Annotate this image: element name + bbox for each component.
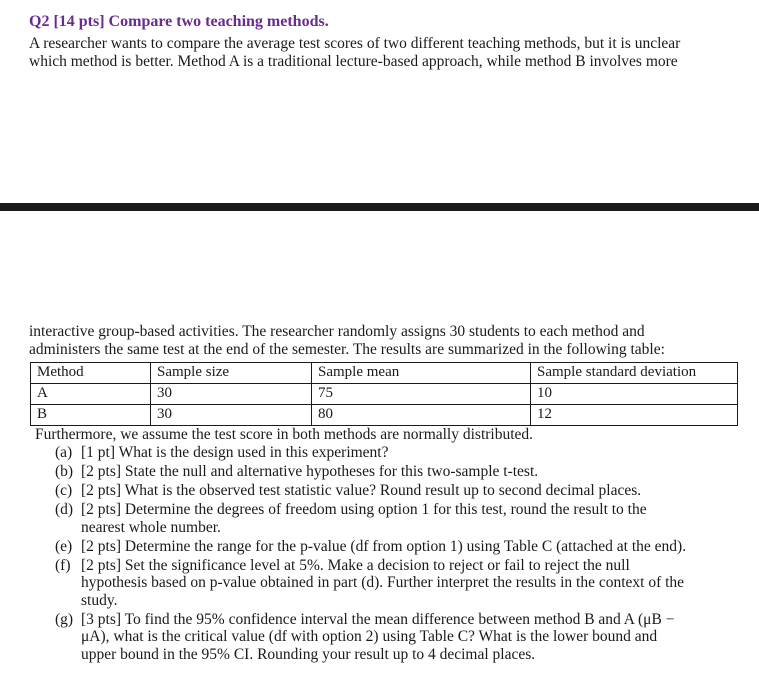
part-label: (c) xyxy=(55,482,73,499)
table-cell: A xyxy=(31,384,151,405)
table-cell: 30 xyxy=(151,384,312,405)
assumption-text: Furthermore, we assume the test score in both methods are normally distributed. xyxy=(35,426,534,443)
table-cell: 30 xyxy=(151,405,312,426)
table-cell: B xyxy=(31,405,151,426)
part-label: (g) xyxy=(55,610,74,628)
summary-table xyxy=(30,362,738,426)
table-cell: 75 xyxy=(312,384,531,405)
header-sample-size: Sample size xyxy=(151,363,312,384)
intro-paragraph xyxy=(29,35,741,70)
part-text: study. xyxy=(81,591,118,609)
table-cell: 10 xyxy=(531,384,738,405)
question-parts xyxy=(55,444,755,665)
part-text: μA), what is the critical value (df with option 2) using Table C? What is the lower bound and xyxy=(81,628,658,645)
table-cell: 12 xyxy=(531,405,738,426)
part-text: [2 pts] State the null and alternative hypotheses for this two-sample t-test. xyxy=(81,463,539,480)
part-label: (f) xyxy=(55,556,71,574)
part-a xyxy=(55,444,755,462)
part-text: hypothesis based on p-value obtained in part (d). Further interpret the results in the context of the xyxy=(81,574,685,591)
part-e xyxy=(55,538,755,556)
continued-paragraph xyxy=(29,323,749,358)
part-d xyxy=(55,501,755,536)
table-cell: 80 xyxy=(312,405,531,426)
part-text: [2 pts] Determine the range for the p-value (df from option 1) using Table C (attached at the end). xyxy=(81,537,687,555)
table-row xyxy=(31,405,738,426)
part-text: upper bound in the 95% CI. Rounding your result up to 4 decimal places. xyxy=(81,645,536,663)
table-row xyxy=(31,384,738,405)
part-label: (d) xyxy=(55,501,74,518)
intro-line: A researcher wants to compare the average test scores of two different teaching methods, but it is unclear xyxy=(29,35,681,52)
header-sample-sd: Sample standard deviation xyxy=(531,363,738,384)
part-label: (e) xyxy=(55,537,73,555)
part-label: (b) xyxy=(55,463,74,480)
part-f xyxy=(55,557,755,610)
continued-line: interactive group-based activities. The researcher randomly assigns 30 students to each method and xyxy=(29,323,645,340)
intro-line: which method is better. Method A is a traditional lecture-based approach, while method B involves more xyxy=(29,52,678,70)
part-text: [2 pts] Set the significance level at 5%. Make a decision to reject or fail to reject the null xyxy=(81,556,630,574)
table-header-row xyxy=(31,363,738,384)
question-title: Q2 [14 pts] Compare two teaching methods. xyxy=(29,13,329,30)
continued-line: administers the same test at the end of the semester. The results are summarized in the following table: xyxy=(29,340,665,358)
header-method: Method xyxy=(31,363,151,384)
part-text: [3 pts] To find the 95% confidence interval the mean difference between method B and A (μB − xyxy=(81,610,675,628)
part-c xyxy=(55,482,755,500)
part-text: [2 pts] What is the observed test statistic value? Round result up to second decimal places. xyxy=(81,482,642,499)
header-sample-mean: Sample mean xyxy=(312,363,531,384)
part-text: [1 pt] What is the design used in this experiment? xyxy=(81,444,389,461)
part-label: (a) xyxy=(55,444,73,461)
part-b xyxy=(55,463,755,481)
part-text: nearest whole number. xyxy=(81,518,221,536)
part-text: [2 pts] Determine the degrees of freedom using option 1 for this test, round the result to the xyxy=(81,501,647,518)
part-g xyxy=(55,611,755,664)
redaction-bar xyxy=(0,203,759,211)
